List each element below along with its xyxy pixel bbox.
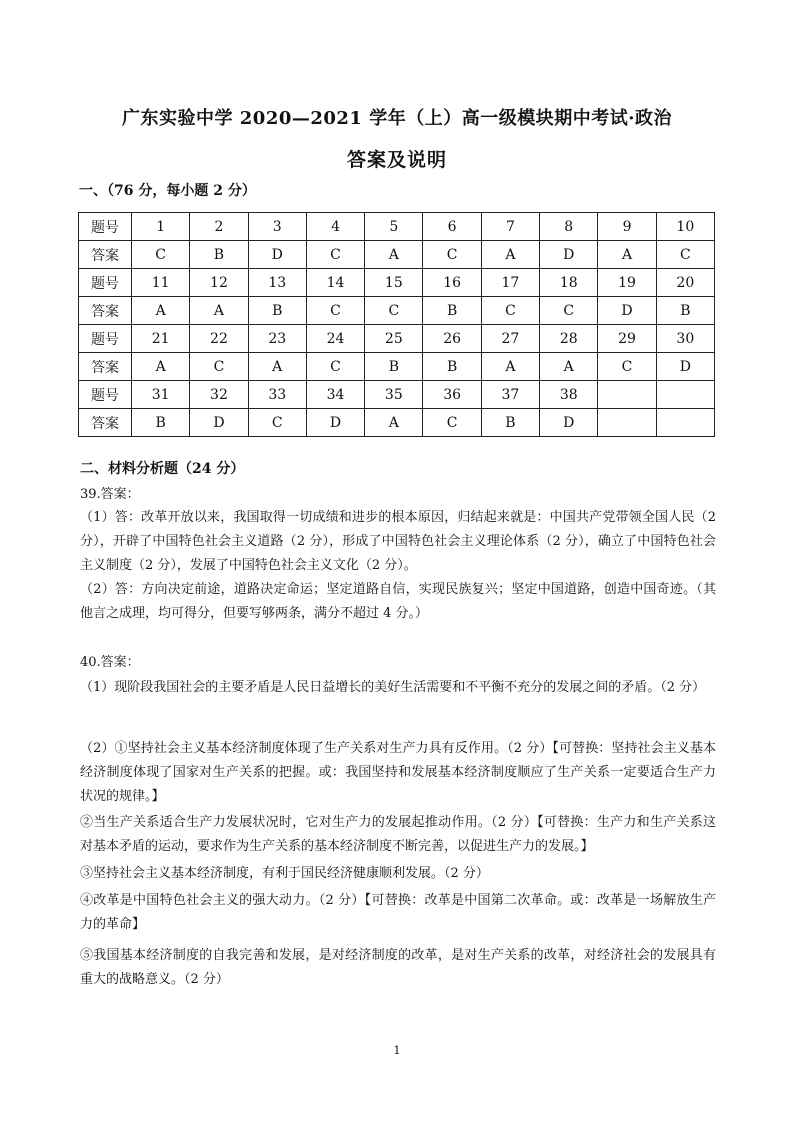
question-number-cell: 14 bbox=[306, 269, 364, 297]
question-number-cell: 3 bbox=[248, 213, 306, 241]
answer-cell: C bbox=[306, 353, 364, 381]
q40-part1: （1）现阶段我国社会的主要矛盾是人民日益增长的美好生活需要和不平衡不充分的发展之间的矛盾。（2 分） bbox=[80, 680, 706, 695]
answer-cell: C bbox=[248, 409, 306, 437]
question-number-cell: 11 bbox=[132, 269, 190, 297]
question-number-cell: 18 bbox=[540, 269, 598, 297]
answer-cell: C bbox=[190, 353, 248, 381]
question-number-cell: 24 bbox=[306, 325, 364, 353]
question-number-cell: 33 bbox=[248, 381, 306, 409]
question-number-cell: 30 bbox=[656, 325, 714, 353]
answer-cell: A bbox=[481, 241, 539, 269]
question-number-cell: 10 bbox=[656, 213, 714, 241]
answer-cell: C bbox=[306, 241, 364, 269]
q39-label: 39.答案： bbox=[80, 487, 140, 502]
answer-cell: B bbox=[248, 297, 306, 325]
question-number-cell: 19 bbox=[598, 269, 656, 297]
answer-row-label: 答案 bbox=[79, 409, 132, 437]
answer-cell: B bbox=[423, 353, 481, 381]
answer-cell: A bbox=[132, 297, 190, 325]
answer-cell: B bbox=[423, 297, 481, 325]
question-number-cell: 20 bbox=[656, 269, 714, 297]
question-number-cell: 25 bbox=[365, 325, 423, 353]
answer-row bbox=[79, 241, 715, 269]
question-number-row bbox=[79, 325, 715, 353]
question-number-cell: 7 bbox=[481, 213, 539, 241]
answer-cell: C bbox=[306, 297, 364, 325]
question-number-cell: 35 bbox=[365, 381, 423, 409]
question-number-cell: 31 bbox=[132, 381, 190, 409]
answer-row bbox=[79, 409, 715, 437]
question-number-cell: 1 bbox=[132, 213, 190, 241]
answer-cell: C bbox=[598, 353, 656, 381]
question-number-cell: 4 bbox=[306, 213, 364, 241]
question-number-row-label: 题号 bbox=[79, 325, 132, 353]
answer-cell: A bbox=[365, 409, 423, 437]
answer-cell: C bbox=[132, 241, 190, 269]
question-number-row bbox=[79, 381, 715, 409]
answer-cell: A bbox=[598, 241, 656, 269]
answer-row-label: 答案 bbox=[79, 241, 132, 269]
question-number-cell: 13 bbox=[248, 269, 306, 297]
question-number-cell: 29 bbox=[598, 325, 656, 353]
page-title: 广东实验中学 2020—2021 学年（上）高一级模块期中考试·政治 bbox=[122, 108, 672, 129]
q40-part2: （2）①坚持社会主义基本经济制度体现了生产关系对生产力具有反作用。（2 分）【可替换：坚持社会主义基本经济制度体现了国家对生产关系的把握。或：我国坚持和发展基本经济制度顺应了生产关系一定要适合生产力状况的规律。】 bbox=[80, 741, 716, 804]
q40-label: 40.答案： bbox=[80, 655, 140, 670]
answer-cell: A bbox=[132, 353, 190, 381]
answer-cell: D bbox=[248, 241, 306, 269]
answer-cell: C bbox=[423, 409, 481, 437]
question-number-cell: 16 bbox=[423, 269, 481, 297]
answer-cell: C bbox=[540, 297, 598, 325]
answer-cell: D bbox=[598, 297, 656, 325]
answer-cell: B bbox=[481, 409, 539, 437]
answer-cell bbox=[598, 409, 656, 437]
question-number-row-label: 题号 bbox=[79, 213, 132, 241]
answer-cell: C bbox=[423, 241, 481, 269]
answer-cell: D bbox=[190, 409, 248, 437]
q40-part5: ④改革是中国特色社会主义的强大动力。（2 分）【可替换：改革是中国第二次革命。或：改革是一场解放生产力的革命】 bbox=[80, 893, 716, 932]
question-number-cell: 5 bbox=[365, 213, 423, 241]
answer-cell: A bbox=[540, 353, 598, 381]
answer-cell: D bbox=[656, 353, 714, 381]
question-number-cell: 38 bbox=[540, 381, 598, 409]
question-number-cell: 26 bbox=[423, 325, 481, 353]
question-number-cell: 6 bbox=[423, 213, 481, 241]
q39-part1: （1）答：改革开放以来，我国取得一切成绩和进步的根本原因，归结起来就是：中国共产党带领全国人民（2 分），开辟了中国特色社会主义道路（2 分），形成了中国特色社会主义理论体系（2 分），确立了中国特色社会主义制度（2 分），发展了中国特色社会主义文化（2 分）。 bbox=[80, 510, 716, 573]
answer-cell: B bbox=[132, 409, 190, 437]
answer-cell: A bbox=[190, 297, 248, 325]
answer-cell: C bbox=[656, 241, 714, 269]
section2-heading: 二、材料分析题（24 分） bbox=[80, 461, 245, 477]
question-number-cell: 21 bbox=[132, 325, 190, 353]
question-number-row-label: 题号 bbox=[79, 269, 132, 297]
question-number-cell: 12 bbox=[190, 269, 248, 297]
answer-cell: A bbox=[248, 353, 306, 381]
question-number-row-label: 题号 bbox=[79, 381, 132, 409]
question-number-row bbox=[79, 269, 715, 297]
question-number-cell: 37 bbox=[481, 381, 539, 409]
page-number: 1 bbox=[393, 1044, 401, 1057]
question-number-row bbox=[79, 213, 715, 241]
question-number-cell: 2 bbox=[190, 213, 248, 241]
question-number-cell: 9 bbox=[598, 213, 656, 241]
answer-table bbox=[78, 212, 715, 437]
answer-cell: D bbox=[306, 409, 364, 437]
answer-cell: C bbox=[481, 297, 539, 325]
answer-cell: C bbox=[365, 297, 423, 325]
question-number-cell: 32 bbox=[190, 381, 248, 409]
answer-cell: B bbox=[365, 353, 423, 381]
q39-part2: （2）答：方向决定前途，道路决定命运；坚定道路自信，实现民族复兴；坚定中国道路，创造中国奇迹。（其他言之成理，均可得分，但要写够两条，满分不超过 4 分。） bbox=[80, 582, 716, 621]
page-subtitle: 答案及说明 bbox=[346, 149, 447, 171]
answer-row-label: 答案 bbox=[79, 297, 132, 325]
question-number-cell: 36 bbox=[423, 381, 481, 409]
question-number-cell: 15 bbox=[365, 269, 423, 297]
answer-cell: B bbox=[656, 297, 714, 325]
q40-part3: ②当生产关系适合生产力发展状况时，它对生产力的发展起推动作用。（2 分）【可替换：生产力和生产关系这对基本矛盾的运动，要求作为生产关系的基本经济制度不断完善，以促进生产力的发展。】 bbox=[80, 815, 716, 854]
question-number-cell: 27 bbox=[481, 325, 539, 353]
question-number-cell: 34 bbox=[306, 381, 364, 409]
question-number-cell: 22 bbox=[190, 325, 248, 353]
q40-part4: ③坚持社会主义基本经济制度，有利于国民经济健康顺利发展。（2 分） bbox=[80, 866, 489, 881]
q40-part6: ⑤我国基本经济制度的自我完善和发展，是对经济制度的改革，是对生产关系的改革，对经济社会的发展具有重大的战略意义。（2 分） bbox=[80, 948, 716, 987]
answer-cell: D bbox=[540, 409, 598, 437]
question-number-cell: 28 bbox=[540, 325, 598, 353]
answer-cell: D bbox=[540, 241, 598, 269]
answer-cell bbox=[656, 409, 714, 437]
answer-row-label: 答案 bbox=[79, 353, 132, 381]
question-number-cell bbox=[598, 381, 656, 409]
question-number-cell: 8 bbox=[540, 213, 598, 241]
answer-row bbox=[79, 353, 715, 381]
answer-cell: B bbox=[190, 241, 248, 269]
section1-heading: 一、（76 分，每小题 2 分） bbox=[79, 183, 256, 199]
answer-row bbox=[79, 297, 715, 325]
answer-cell: A bbox=[365, 241, 423, 269]
question-number-cell: 23 bbox=[248, 325, 306, 353]
answer-cell: A bbox=[481, 353, 539, 381]
question-number-cell bbox=[656, 381, 714, 409]
question-number-cell: 17 bbox=[481, 269, 539, 297]
